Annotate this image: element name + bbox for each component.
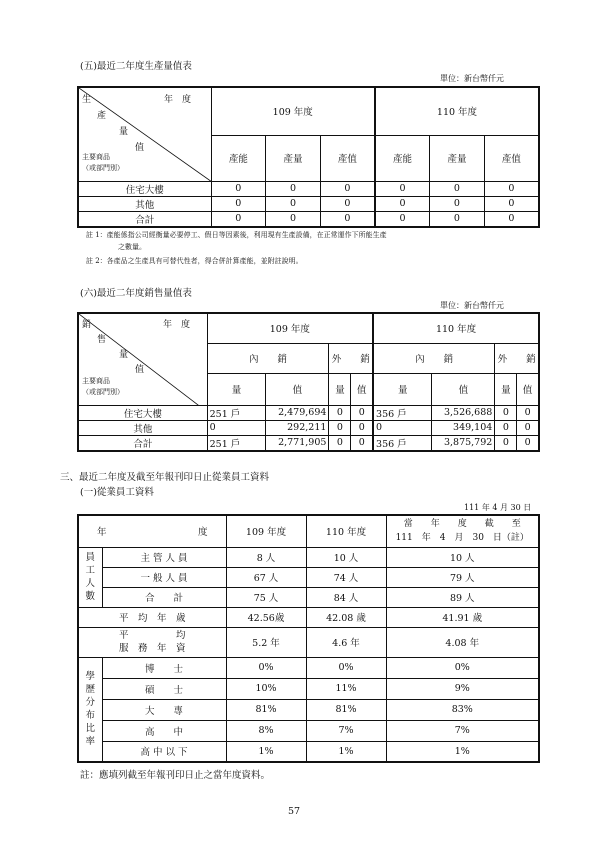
note-2: 註 2：各產品之生產具有可替代性者，得合併計算產能，並附註說明。 (86, 257, 303, 265)
sec3-note: 註：應填列截至年報刊印日止之當年度資料。 (80, 770, 271, 781)
table-row: 其他 0 292,211 0 0 0 349,104 0 0 (78, 420, 539, 435)
note-1-cont: 之數量。 (118, 243, 146, 251)
employee-table: 年 度 109 年度 110 年度 當 年 度 截 至 111 年 4 月 30 日（註） 員工人數 主 管 人 員 8 人 10 人 10 人 一 般 人 員 67 人 74 人 79 人 合 計 75 人 84 人 89 人 平 均 年 歲 42.56歲 42.08 歲 41.91 歲 平 均 服 務 年 資 5.2 年 4.6 年 4.08 年 學歷分布比率 博 士 0% 0% 0% 碩 士 10% 11% 9% 大 專 81% 81% 83% 高 中 8% 7% 7% 高 中 以 下 1% 1% 1% (77, 514, 540, 763)
service-years-label: 平 均 服 務 年 資 (78, 627, 226, 657)
group-education: 學歷分布比率 (78, 657, 102, 762)
year-109: 109 年度 (211, 87, 375, 135)
sec3-heading: 三、最近二年度及截至年報刊印日止從業員工資料 (60, 472, 270, 483)
diag-header: 銷 年 度 售 量 值 主要商品 （或部門別） (78, 313, 207, 405)
sales-table: 銷 年 度 售 量 值 主要商品 （或部門別） 109 年度 110 年度 內 銷 外 銷 內 銷 外 銷 量 值 量 值 量 值 量 值 住宅大樓 251 戶 2,479,694 0 0 356 戶 3,526,688 0 0 其他 0 292,211 0 0 0 349,104 0 0 合計 251 戶 2,771,905 0 0 356 戶 3,875,792 0 0 (77, 312, 540, 452)
table-row: 其他 0 0 0 0 0 0 (78, 196, 539, 211)
header-current: 當 年 度 截 至 111 年 4 月 30 日（註） (386, 515, 539, 547)
table-row: 住宅大樓 0 0 0 0 0 0 (78, 181, 539, 196)
group-headcount: 員工人數 (78, 547, 102, 607)
diag-header: 生 年 度 產 量 值 主要商品 （或部門別） (78, 87, 211, 181)
header-year-deg: 年 度 (78, 515, 226, 547)
sec6-title: (六)最近二年度銷售量值表 (80, 288, 192, 299)
table-row: 合計 0 0 0 0 0 0 (78, 211, 539, 227)
year-110: 110 年度 (375, 87, 539, 135)
sec5-title: (五)最近二年度生產量值表 (80, 61, 192, 72)
page-number: 57 (288, 806, 301, 817)
note-1: 註 1：產能係指公司經衡量必要停工、假日等因素後，利用現有生產設備，在正常運作下所能生產 (86, 231, 387, 239)
sec6-unit: 單位：新台幣仟元 (440, 301, 504, 310)
table-row: 住宅大樓 251 戶 2,479,694 0 0 356 戶 3,526,688 0 0 (78, 405, 539, 420)
table-row: 合計 251 戶 2,771,905 0 0 356 戶 3,875,792 0 0 (78, 435, 539, 451)
sec5-unit: 單位：新台幣仟元 (440, 74, 504, 83)
sec3-date: 111 年 4 月 30 日 (464, 503, 532, 512)
sec3-sub: (一)從業員工資料 (80, 487, 154, 498)
production-table: 生 年 度 產 量 值 主要商品 （或部門別） 109 年度 110 年度 產能 產量 產值 產能 產量 產值 住宅大樓 0 0 0 0 0 0 其他 0 0 0 0 0 0 合計 0 0 0 0 0 0 (77, 86, 540, 228)
